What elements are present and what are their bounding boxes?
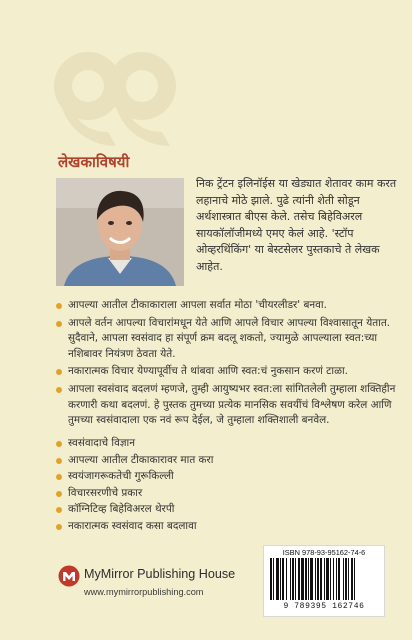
isbn-digits: 9 789395 162746 [283,602,365,611]
about-author-heading: लेखकाविषयी [58,153,130,171]
publisher-url: www.mymirrorpublishing.com [84,587,204,597]
highlight-item: आपल्या आतील टीकाकाराला आपला सर्वात मोठा 'चीयरलीडर' बनवा. [56,298,401,314]
topic-item: स्वयंजागरूकतेची गुरूकिल्ली [56,469,401,485]
publisher-block [58,565,258,605]
highlights-list [56,298,401,431]
publisher-name: MyMirror Publishing House [84,567,236,581]
isbn-barcode [263,545,385,617]
topic-item: आपल्या आतील टीकाकारावर मात करा [56,453,401,469]
topic-item: विचारसरणीचे प्रकार [56,486,401,502]
author-photo [56,178,184,286]
publisher-logo-icon [58,565,80,587]
highlight-item: आपले वर्तन आपल्या विचारांमधून येते आणि आपले विचार आपल्या विश्वासातून येतात. सुदैवाने, आपला स्वसंवाद हा संपूर्ण क्रम बदलू शकतो, ज्यामुळे आपल्याला स्वत:च्या नशिबावर नियंत्रण ठेवता येते. [56,316,401,363]
highlight-item: नकारात्मक विचार येण्यापूर्वीच ते थांबवा आणि स्वत:चं नुकसान करणं टाळा. [56,364,401,380]
quote-mark-icon [50,28,180,148]
author-bio [196,176,401,276]
topic-item: नकारात्मक स्वसंवाद कसा बदलावा [56,519,401,535]
topic-item: स्वसंवादाचे विज्ञान [56,436,401,452]
topic-item: कॉग्निटिव्ह बिहेविअरल थेरपी [56,502,401,518]
isbn-label: ISBN 978-93-95162-74-6 [282,548,366,557]
highlight-item: आपला स्वसंवाद बदलणं म्हणजे, तुम्ही आयुष्यभर स्वत:ला सांगितलेली तुम्हाला शक्तिहीन करणारी कथा बदलणं. हे पुस्तक तुमच्या प्रत्येक मानसिक सवयींचं विश्लेषण करेल आणि तुमच्या स्वसंवादाला एक नवं रूप देईल, जे तुम्हाला शक्तिशाली बनवेल. [56,382,401,429]
barcode-bars [270,558,378,600]
topics-list [56,436,401,536]
author-bio-text: निक ट्रेंटन इलिनॉईस या खेड्यात शेतावर काम करत लहानाचे मोठे झाले. पुढे त्यांनी शेती सोडून अर्थशास्त्रात बीएस केले. तसेच बिहेविअरल सायकॉलॉजीमध्ये एमए केलं आहे. 'स्टॉप ओव्हरथिंकिंग' या बेस्टसेलर पुस्तकाचे ते लेखक आहेत. [196,177,397,273]
